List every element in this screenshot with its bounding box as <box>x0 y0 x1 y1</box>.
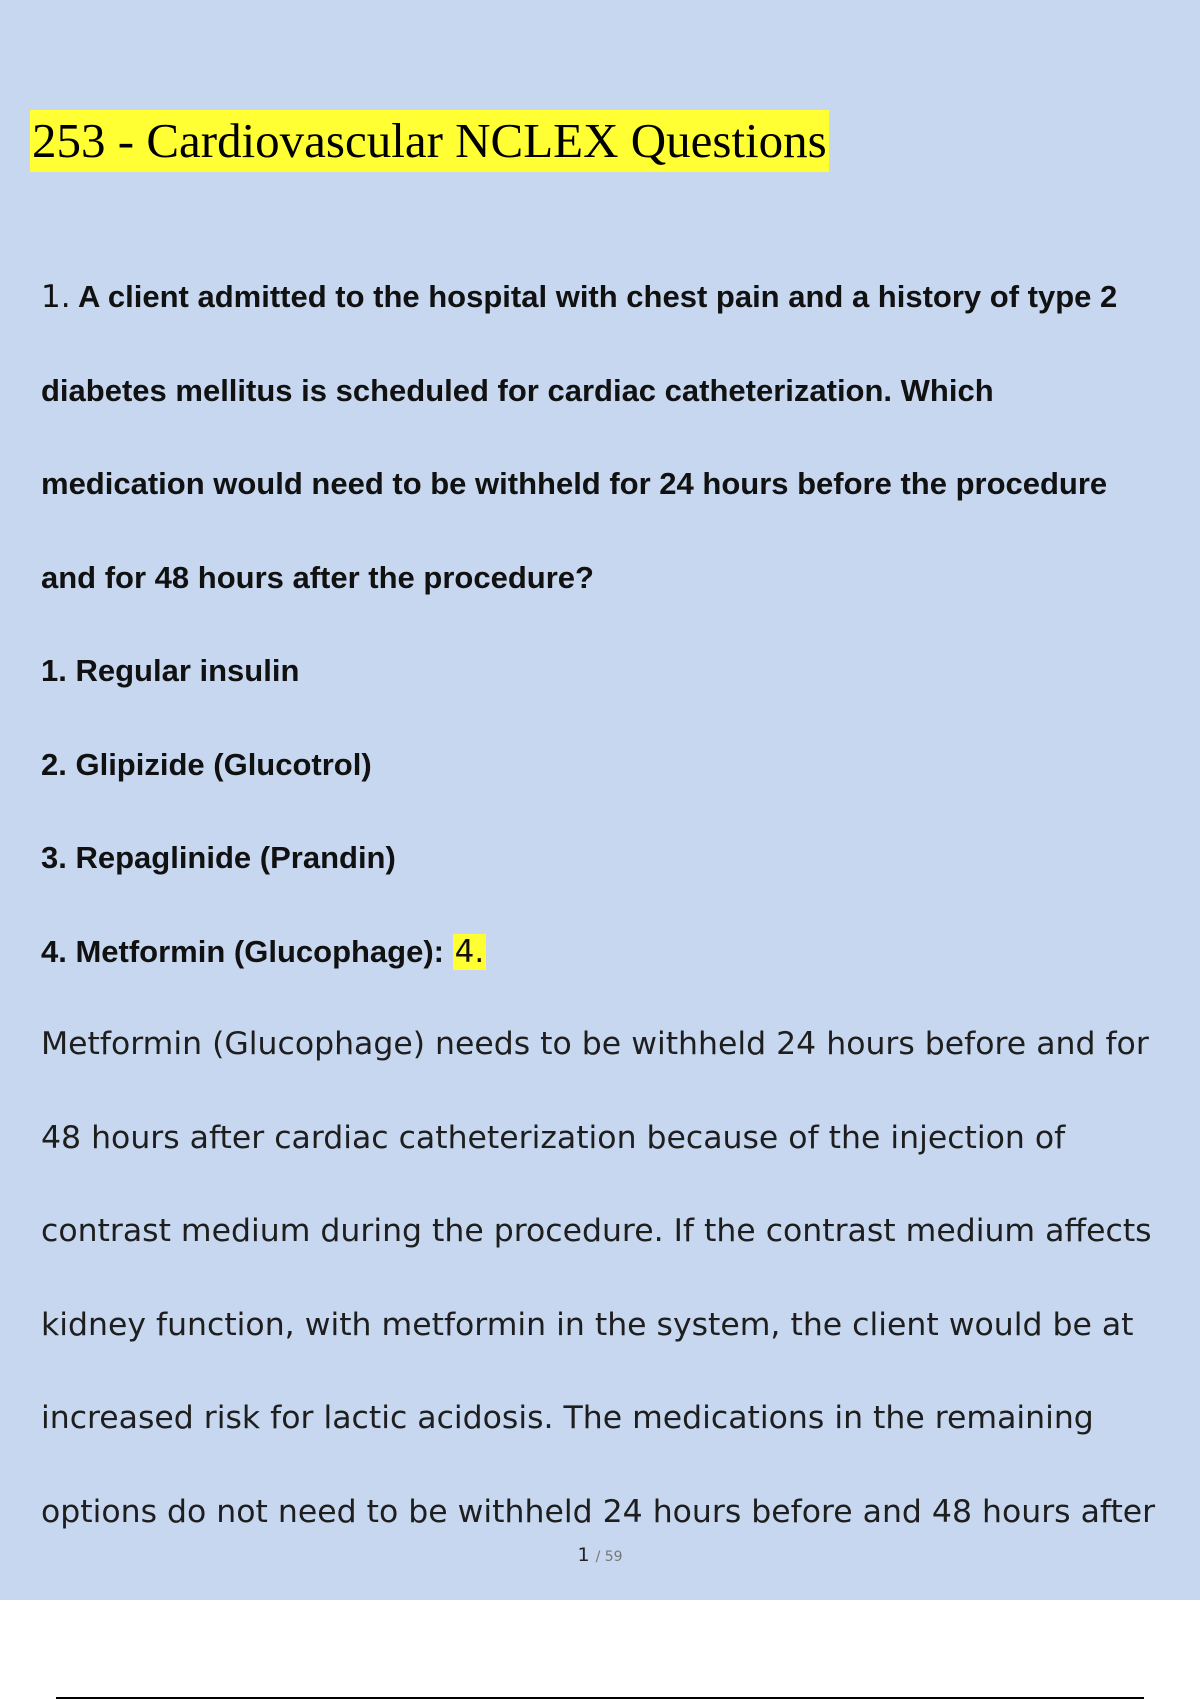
question-number: 1. <box>41 279 71 315</box>
rationale-line: Metformin (Glucophage) needs to be withheld 24 hours before and for <box>41 1026 1149 1062</box>
question-text: A client admitted to the hospital with chest pain and a history of type 2 <box>78 279 1118 314</box>
question-line: diabetes mellitus is scheduled for cardiac catheterization. Which <box>41 372 994 408</box>
rationale-line: options do not need to be withheld 24 hours before and 48 hours after <box>41 1493 1156 1530</box>
rationale-line: kidney function, with metformin in the system, the client would be at <box>41 1306 1134 1343</box>
question-line: and for 48 hours after the procedure? <box>41 559 594 595</box>
rationale-line: increased risk for lactic acidosis. The medications in the remaining <box>41 1400 1094 1436</box>
rationale-line: contrast medium during the procedure. If the contrast medium affects <box>41 1213 1152 1249</box>
document-title: 253 - Cardiovascular NCLEX Questions <box>30 110 829 172</box>
total-pages: / 59 <box>595 1549 623 1565</box>
question-line <box>41 250 1191 344</box>
question-block <box>41 250 1191 1559</box>
answer-option: 4. Metformin (Glucophage): <box>41 933 444 969</box>
answer-option: 2. Glipizide (Glucotrol) <box>41 746 372 782</box>
correct-answer-highlight: 4. <box>454 933 485 970</box>
question-line: medication would need to be withheld for 24 hours before the procedure <box>41 466 1108 501</box>
answer-option: 1. Regular insulin <box>41 653 300 688</box>
answer-option-with-key <box>41 905 1191 999</box>
current-page: 1 <box>577 1544 590 1566</box>
answer-option: 3. Repaglinide (Prandin) <box>41 840 396 875</box>
page-divider <box>56 1697 1144 1699</box>
page-indicator <box>0 1544 1200 1566</box>
rationale-line: 48 hours after cardiac catheterization because of the injection of <box>41 1119 1066 1156</box>
